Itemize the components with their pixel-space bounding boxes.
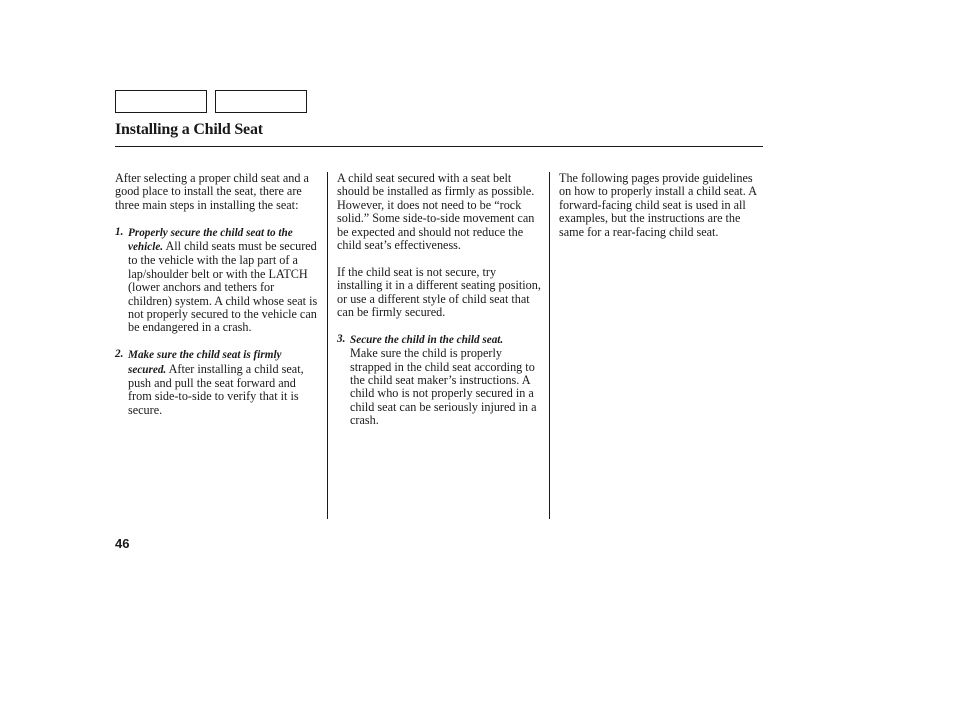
guidelines-paragraph: The following pages provide guidelines on how to properly install a child seat. A forward-facing child seat is used in all examples, but the instructions are the same for a rear-facing child seat. [559,171,757,239]
step-3-text: Make sure the child is properly strapped in the child seat according to the child seat maker’s instructions. A child who is not properly secured in a child seat can be seriously injured in a crash. [350,346,537,428]
step-3-heading: Secure the child in the child seat. [350,333,504,346]
page-number: 46 [115,536,130,551]
column-divider-2 [549,172,550,519]
step-1-heading: Properly secure the child seat to the vehicle. [128,226,293,254]
step-3 [337,333,543,428]
column-1 [115,172,321,431]
step-3-number: 3. [337,332,346,345]
step-2-text: After installing a child seat, push and pull the seat forward and from side-to-side to verify that it is secure. [128,361,304,417]
column-divider-1 [327,172,328,519]
step-2-heading: Make sure the child seat is firmly secured. [128,349,282,376]
title-divider [115,146,763,147]
not-secure-paragraph: If the child seat is not secure, try installing it in a different seating position, or use a different style of child seat that can be firmly secured. [337,264,541,320]
step-1 [115,226,321,335]
step-2 [115,348,321,417]
page-title: Installing a Child Seat [115,121,263,138]
column-2 [337,172,543,441]
step-2-number: 2. [115,348,124,361]
step-1-number: 1. [115,225,124,238]
step-1-text: All child seats must be secured to the vehicle with the lap part of a lap/shoulder belt or with the LATCH (lower anchors and tethers for children) system. A child whose seat is not properly secured to the vehicle can be endangered in a crash. [128,239,318,335]
section-tab-2[interactable] [215,90,307,113]
section-tab-1[interactable] [115,90,207,113]
seat-belt-paragraph: A child seat secured with a seat belt should be installed as firmly as possible. However, it does not need to be “rock solid.” Some side-to-side movement can be expected and should not reduce the child seat’s effectiveness. [337,171,535,253]
column-3 [559,172,759,252]
intro-paragraph: After selecting a proper child seat and a good place to install the seat, there are three main steps in installing the seat: [115,171,309,212]
